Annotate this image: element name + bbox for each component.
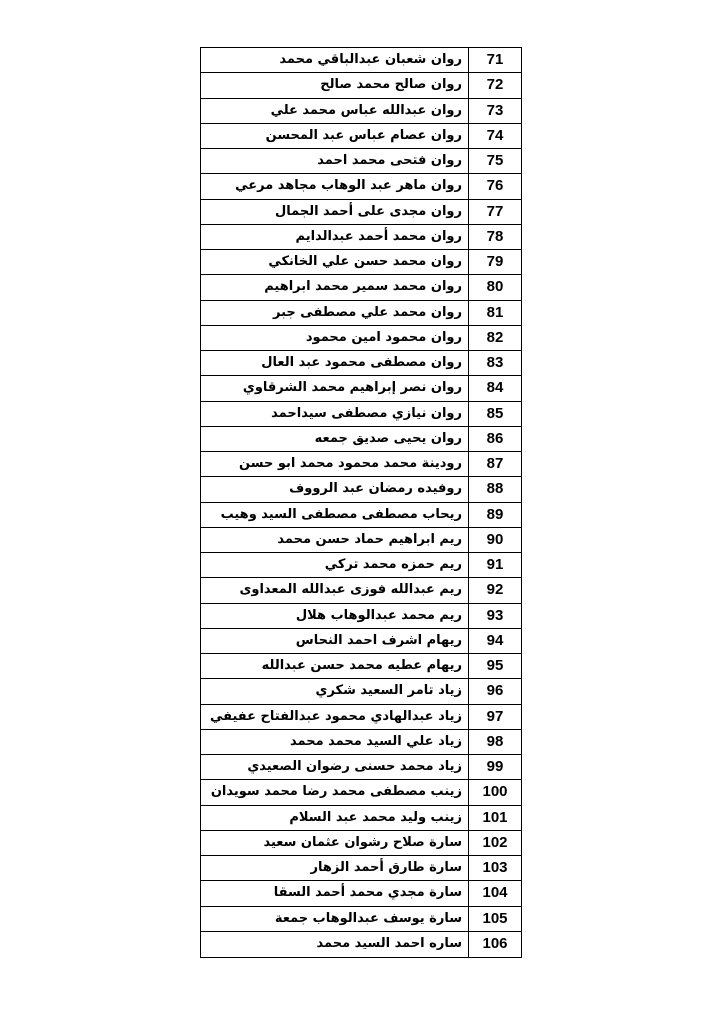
student-name-cell: سارة صلاح رشوان عثمان سعيد <box>201 831 469 855</box>
serial-number-cell: 77 <box>486 202 504 220</box>
student-name-cell: ريم عبدالله فوزى عبدالله المعداوى <box>201 578 469 602</box>
serial-number-cell: 94 <box>486 631 504 649</box>
student-name-cell: ريم ابراهيم حماد حسن محمد <box>201 528 469 552</box>
table-row <box>201 755 521 780</box>
serial-number-cell: 100 <box>482 783 508 801</box>
serial-number-cell: 76 <box>486 177 504 195</box>
table-row <box>201 73 521 98</box>
table-row <box>201 705 521 730</box>
student-name-cell: روان محمد حسن علي الخانكي <box>201 250 469 274</box>
table-row <box>201 730 521 755</box>
table-row <box>201 427 521 452</box>
serial-number-cell: 81 <box>486 303 504 321</box>
serial-number-cell: 79 <box>486 253 504 270</box>
serial-number-cell: 98 <box>486 732 504 750</box>
table-row <box>201 831 521 856</box>
table-row <box>201 149 521 174</box>
table-row <box>201 99 521 124</box>
table-row <box>201 452 521 477</box>
table-row <box>201 174 521 199</box>
student-name-cell: روان عبدالله عباس محمد علي <box>201 99 469 123</box>
table-row <box>201 806 521 831</box>
table-row <box>201 553 521 578</box>
serial-number-cell: 91 <box>486 556 504 573</box>
serial-number-cell: 78 <box>486 227 504 245</box>
serial-number-cell: 85 <box>486 404 504 422</box>
student-name-cell: ريم محمد عبدالوهاب هلال <box>201 604 469 628</box>
student-name-cell: روفيده رمضان عبد الرووف <box>201 477 469 501</box>
serial-number-cell: 82 <box>486 328 504 346</box>
table-row <box>201 528 521 553</box>
serial-number-cell: 73 <box>486 101 504 119</box>
serial-number-cell: 93 <box>486 606 504 624</box>
table-row <box>201 351 521 376</box>
student-name-cell: روان ماهر عبد الوهاب مجاهد مرعي <box>201 174 469 198</box>
serial-number-cell: 99 <box>486 758 504 775</box>
serial-number-cell: 88 <box>486 480 504 498</box>
student-name-cell: روان محمد علي مصطفى جبر <box>201 301 469 325</box>
serial-number-cell: 84 <box>486 379 504 397</box>
serial-number-cell: 105 <box>482 909 508 927</box>
serial-number-cell: 103 <box>482 859 508 876</box>
table-row <box>201 225 521 250</box>
student-name-cell: ريم حمزه محمد تركي <box>201 553 469 577</box>
serial-number-cell: 89 <box>486 505 504 523</box>
table-row <box>201 907 521 932</box>
student-name-cell: زينب مصطفى محمد رضا محمد سويدان <box>201 780 469 804</box>
student-name-cell: روان نصر إبراهيم محمد الشرقاوي <box>201 376 469 400</box>
student-name-cell: روان محمود امين محمود <box>201 326 469 350</box>
serial-number-cell: 80 <box>486 278 504 296</box>
table-row <box>201 780 521 805</box>
student-name-cell: زياد علي السيد محمد محمد <box>201 730 469 754</box>
serial-number-cell: 95 <box>486 657 504 674</box>
table-row <box>201 376 521 401</box>
student-name-cell: سارة مجدي محمد أحمد السقا <box>201 881 469 905</box>
serial-number-cell: 90 <box>486 530 504 548</box>
student-name-cell: ريهام اشرف احمد النحاس <box>201 629 469 653</box>
serial-number-cell: 71 <box>486 51 504 68</box>
table-row <box>201 275 521 300</box>
student-name-cell: روان محمد أحمد عبدالدايم <box>201 225 469 249</box>
serial-number-cell: 87 <box>486 455 504 472</box>
table-row <box>201 402 521 427</box>
student-name-cell: روان مصطفى محمود عبد العال <box>201 351 469 375</box>
table-row <box>201 654 521 679</box>
student-name-cell: روان فتحى محمد احمد <box>201 149 469 173</box>
table-row <box>201 679 521 704</box>
table-row <box>201 301 521 326</box>
student-name-cell: سارة طارق أحمد الزهار <box>201 856 469 880</box>
student-name-cell: زياد عبدالهادي محمود عبدالفتاح عفيفي <box>201 705 469 729</box>
names-table <box>200 47 522 958</box>
student-name-cell: روان محمد سمير محمد ابراهيم <box>201 275 469 299</box>
serial-number-cell: 72 <box>486 76 504 94</box>
serial-number-cell: 102 <box>482 833 508 851</box>
table-row <box>201 250 521 275</box>
student-name-cell: روان شعبان عبدالباقي محمد <box>201 48 469 72</box>
student-name-cell: ريهام عطيه محمد حسن عبدالله <box>201 654 469 678</box>
student-name-cell: سارة يوسف عبدالوهاب جمعة <box>201 907 469 931</box>
table-row <box>201 48 521 73</box>
student-name-cell: روان صالح محمد صالح <box>201 73 469 97</box>
student-name-cell: زينب وليد محمد عبد السلام <box>201 806 469 830</box>
table-row <box>201 503 521 528</box>
student-name-cell: روان عصام عباس عبد المحسن <box>201 124 469 148</box>
table-row <box>201 326 521 351</box>
table-row <box>201 856 521 881</box>
student-name-cell: ساره احمد السيد محمد <box>201 932 469 957</box>
student-name-cell: روان يحيى صديق جمعه <box>201 427 469 451</box>
serial-number-cell: 106 <box>482 934 508 952</box>
student-name-cell: روان نيازي مصطفى سيداحمد <box>201 402 469 426</box>
table-row <box>201 932 521 957</box>
table-row <box>201 477 521 502</box>
serial-number-cell: 96 <box>486 682 504 700</box>
table-row <box>201 578 521 603</box>
table-row <box>201 629 521 654</box>
table-row <box>201 604 521 629</box>
student-name-cell: روان مجدى على أحمد الجمال <box>201 200 469 224</box>
serial-number-cell: 74 <box>486 126 504 144</box>
serial-number-cell: 86 <box>486 429 504 447</box>
serial-number-cell: 75 <box>486 152 504 169</box>
serial-number-cell: 97 <box>486 707 504 725</box>
table-row <box>201 200 521 225</box>
serial-number-cell: 104 <box>482 884 508 902</box>
student-name-cell: زياد محمد حسنى رضوان الصعيدي <box>201 755 469 779</box>
serial-number-cell: 92 <box>486 581 504 599</box>
serial-number-cell: 101 <box>482 808 508 826</box>
table-row <box>201 124 521 149</box>
student-name-cell: رودينة محمد محمود محمد ابو حسن <box>201 452 469 476</box>
table-row <box>201 881 521 906</box>
student-name-cell: ريحاب مصطفى مصطفى السيد وهيب <box>201 503 469 527</box>
student-name-cell: زياد تامر السعيد شكري <box>201 679 469 703</box>
serial-number-cell: 83 <box>486 354 504 371</box>
